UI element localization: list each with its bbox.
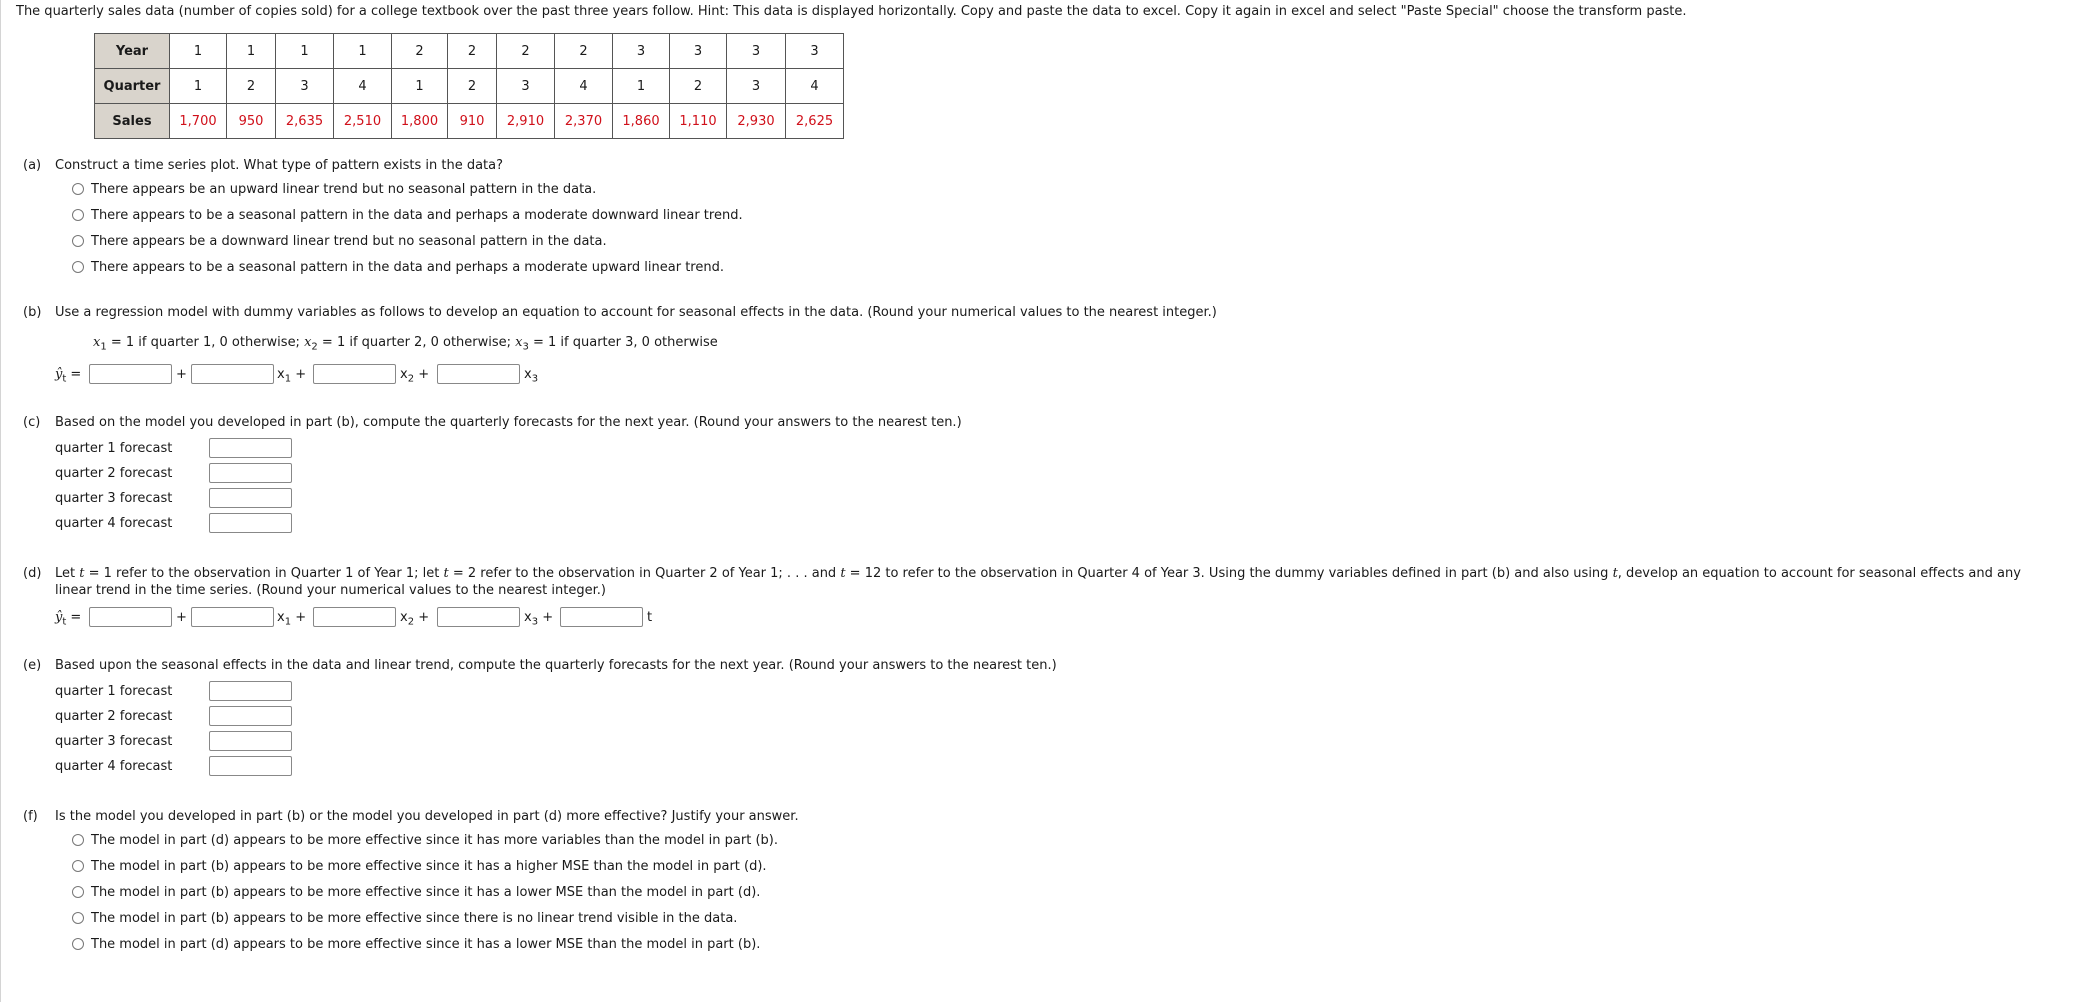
part-e-q2-label: quarter 2 forecast bbox=[55, 709, 173, 724]
table-cell: 1 bbox=[276, 34, 334, 69]
x3-term: $x_3$ + bbox=[524, 610, 554, 628]
part-f-option-5-radio[interactable] bbox=[72, 938, 84, 950]
table-cell: 2 bbox=[497, 34, 555, 69]
part-c-q2-input[interactable] bbox=[209, 463, 292, 483]
part-e-q4-label: quarter 4 forecast bbox=[55, 759, 173, 774]
part-a-option-4-radio[interactable] bbox=[72, 261, 84, 273]
part-f-option-1-radio[interactable] bbox=[72, 834, 84, 846]
part-a-option-2-radio[interactable] bbox=[72, 209, 84, 221]
table-cell: 3 bbox=[497, 69, 555, 104]
table-cell: 1,700 bbox=[170, 104, 227, 139]
part-f-label: (f) bbox=[23, 809, 38, 824]
table-cell: 1,800 bbox=[392, 104, 448, 139]
part-d-label: (d) bbox=[23, 566, 42, 581]
part-a-label: (a) bbox=[23, 158, 42, 173]
x2-term: $x_2$ + bbox=[400, 610, 430, 628]
row-label-year: Year bbox=[95, 34, 170, 69]
table-cell: 2,625 bbox=[786, 104, 844, 139]
part-f-option-2-radio[interactable] bbox=[72, 860, 84, 872]
table-cell: 2 bbox=[448, 69, 497, 104]
part-d-question-line1: Let t = 1 refer to the observation in Quarter 1 of Year 1; let t = 2 refer to the observation in Quarter 2 of Year 1; . . . and t = 12 to refer to the observation in Quarter 4 of Year 3. Using the dummy variables defined in part (b) and also using t, develop an equation to account for seasonal effects and any bbox=[55, 566, 2021, 581]
part-e-label: (e) bbox=[23, 658, 42, 673]
part-e-q3-input[interactable] bbox=[209, 731, 292, 751]
table-cell: 1 bbox=[392, 69, 448, 104]
part-f-option-3-label: The model in part (b) appears to be more effective since it has a lower MSE than the model in part (d). bbox=[91, 885, 761, 900]
table-cell: 4 bbox=[555, 69, 613, 104]
part-e-q1-input[interactable] bbox=[209, 681, 292, 701]
part-b-intercept-input[interactable] bbox=[89, 364, 172, 384]
part-c-q1-input[interactable] bbox=[209, 438, 292, 458]
table-cell: 2,510 bbox=[334, 104, 392, 139]
table-cell: 2,370 bbox=[555, 104, 613, 139]
dummy-variable-definitions: $x_1 = 1$ if quarter 1, 0 otherwise; $x_2 = 1$ if quarter 2, 0 otherwise; $x_3 = 1$ if quarter 3, 0 otherwise bbox=[93, 335, 718, 353]
part-a-option-3-label: There appears be a downward linear trend but no seasonal pattern in the data. bbox=[91, 234, 607, 249]
table-cell: 3 bbox=[670, 34, 727, 69]
table-cell: 2,910 bbox=[497, 104, 555, 139]
x2-term: $x_2$ + bbox=[400, 367, 430, 385]
table-cell: 2 bbox=[227, 69, 276, 104]
part-c-q2-label: quarter 2 forecast bbox=[55, 466, 173, 481]
table-row-quarter bbox=[95, 69, 844, 104]
table-cell: 1 bbox=[170, 34, 227, 69]
t-term: t bbox=[647, 610, 653, 625]
x3-term: $x_3$ bbox=[524, 367, 539, 385]
table-cell: 1 bbox=[613, 69, 670, 104]
part-d-t-coefficient-input[interactable] bbox=[560, 607, 643, 627]
part-f-option-4-radio[interactable] bbox=[72, 912, 84, 924]
table-cell: 3 bbox=[276, 69, 334, 104]
table-cell: 3 bbox=[613, 34, 670, 69]
plus-sign: + bbox=[176, 367, 187, 382]
part-a-question: Construct a time series plot. What type of pattern exists in the data? bbox=[55, 158, 504, 173]
part-f-option-4-label: The model in part (b) appears to be more effective since there is no linear trend visible in the data. bbox=[91, 911, 738, 926]
part-c-q4-input[interactable] bbox=[209, 513, 292, 533]
table-cell: 2 bbox=[448, 34, 497, 69]
table-cell: 2,930 bbox=[727, 104, 786, 139]
table-cell: 3 bbox=[727, 69, 786, 104]
table-cell: 1 bbox=[170, 69, 227, 104]
part-b-yhat-label: $ŷ_t$ = bbox=[55, 367, 82, 385]
part-d-x1-coefficient-input[interactable] bbox=[191, 607, 274, 627]
table-cell: 3 bbox=[727, 34, 786, 69]
part-a-option-1-label: There appears be an upward linear trend but no seasonal pattern in the data. bbox=[91, 182, 597, 197]
table-row-year bbox=[95, 34, 844, 69]
part-b-label: (b) bbox=[23, 305, 42, 320]
part-a-option-1-radio[interactable] bbox=[72, 183, 84, 195]
part-e-q2-input[interactable] bbox=[209, 706, 292, 726]
plus-sign: + bbox=[176, 610, 187, 625]
part-a-option-3-radio[interactable] bbox=[72, 235, 84, 247]
part-c-question: Based on the model you developed in part (b), compute the quarterly forecasts for the next year. (Round your answers to the nearest ten.) bbox=[55, 415, 962, 430]
table-cell: 1,110 bbox=[670, 104, 727, 139]
part-c-q3-label: quarter 3 forecast bbox=[55, 491, 173, 506]
part-b-x1-coefficient-input[interactable] bbox=[191, 364, 274, 384]
row-label-sales: Sales bbox=[95, 104, 170, 139]
part-c-q4-label: quarter 4 forecast bbox=[55, 516, 173, 531]
part-b-x2-coefficient-input[interactable] bbox=[313, 364, 396, 384]
sales-data-table bbox=[94, 33, 844, 139]
part-a-option-2-label: There appears to be a seasonal pattern in the data and perhaps a moderate downward linear trend. bbox=[91, 208, 743, 223]
table-cell: 2 bbox=[555, 34, 613, 69]
table-cell: 1 bbox=[227, 34, 276, 69]
part-c-q1-label: quarter 1 forecast bbox=[55, 441, 173, 456]
row-label-quarter: Quarter bbox=[95, 69, 170, 104]
table-cell: 2 bbox=[392, 34, 448, 69]
table-cell: 950 bbox=[227, 104, 276, 139]
part-b-question: Use a regression model with dummy variables as follows to develop an equation to account for seasonal effects in the data. (Round your numerical values to the nearest integer.) bbox=[55, 305, 1217, 320]
part-e-q4-input[interactable] bbox=[209, 756, 292, 776]
part-a-option-4-label: There appears to be a seasonal pattern in the data and perhaps a moderate upward linear trend. bbox=[91, 260, 724, 275]
part-e-question: Based upon the seasonal effects in the data and linear trend, compute the quarterly forecasts for the next year. (Round your answers to the nearest ten.) bbox=[55, 658, 1057, 673]
part-c-q3-input[interactable] bbox=[209, 488, 292, 508]
table-cell: 1 bbox=[334, 34, 392, 69]
part-f-option-3-radio[interactable] bbox=[72, 886, 84, 898]
page-left-border bbox=[0, 0, 1, 1002]
part-c-label: (c) bbox=[23, 415, 41, 430]
part-d-x3-coefficient-input[interactable] bbox=[437, 607, 520, 627]
part-e-q3-label: quarter 3 forecast bbox=[55, 734, 173, 749]
part-d-intercept-input[interactable] bbox=[89, 607, 172, 627]
part-b-x3-coefficient-input[interactable] bbox=[437, 364, 520, 384]
table-cell: 1,860 bbox=[613, 104, 670, 139]
x1-term: $x_1$ + bbox=[277, 367, 307, 385]
part-f-option-1-label: The model in part (d) appears to be more effective since it has more variables than the model in part (b). bbox=[91, 833, 778, 848]
table-cell: 2,635 bbox=[276, 104, 334, 139]
part-f-option-5-label: The model in part (d) appears to be more effective since it has a lower MSE than the model in part (b). bbox=[91, 937, 761, 952]
part-f-question: Is the model you developed in part (b) or the model you developed in part (d) more effective? Justify your answer. bbox=[55, 809, 799, 824]
intro-text: The quarterly sales data (number of copies sold) for a college textbook over the past three years follow. Hint: This data is displayed horizontally. Copy and paste the data to excel. Copy it again in excel and select "Paste Special" choose the transform paste. bbox=[16, 4, 1687, 19]
x1-term: $x_1$ + bbox=[277, 610, 307, 628]
part-d-yhat-label: $ŷ_t$ = bbox=[55, 610, 82, 628]
table-row-sales bbox=[95, 104, 844, 139]
table-cell: 4 bbox=[334, 69, 392, 104]
part-d-x2-coefficient-input[interactable] bbox=[313, 607, 396, 627]
table-cell: 3 bbox=[786, 34, 844, 69]
part-f-option-2-label: The model in part (b) appears to be more effective since it has a higher MSE than the model in part (d). bbox=[91, 859, 767, 874]
table-cell: 4 bbox=[786, 69, 844, 104]
table-cell: 910 bbox=[448, 104, 497, 139]
part-d-question-line2: linear trend in the time series. (Round your numerical values to the nearest integer.) bbox=[55, 583, 606, 598]
part-e-q1-label: quarter 1 forecast bbox=[55, 684, 173, 699]
table-cell: 2 bbox=[670, 69, 727, 104]
